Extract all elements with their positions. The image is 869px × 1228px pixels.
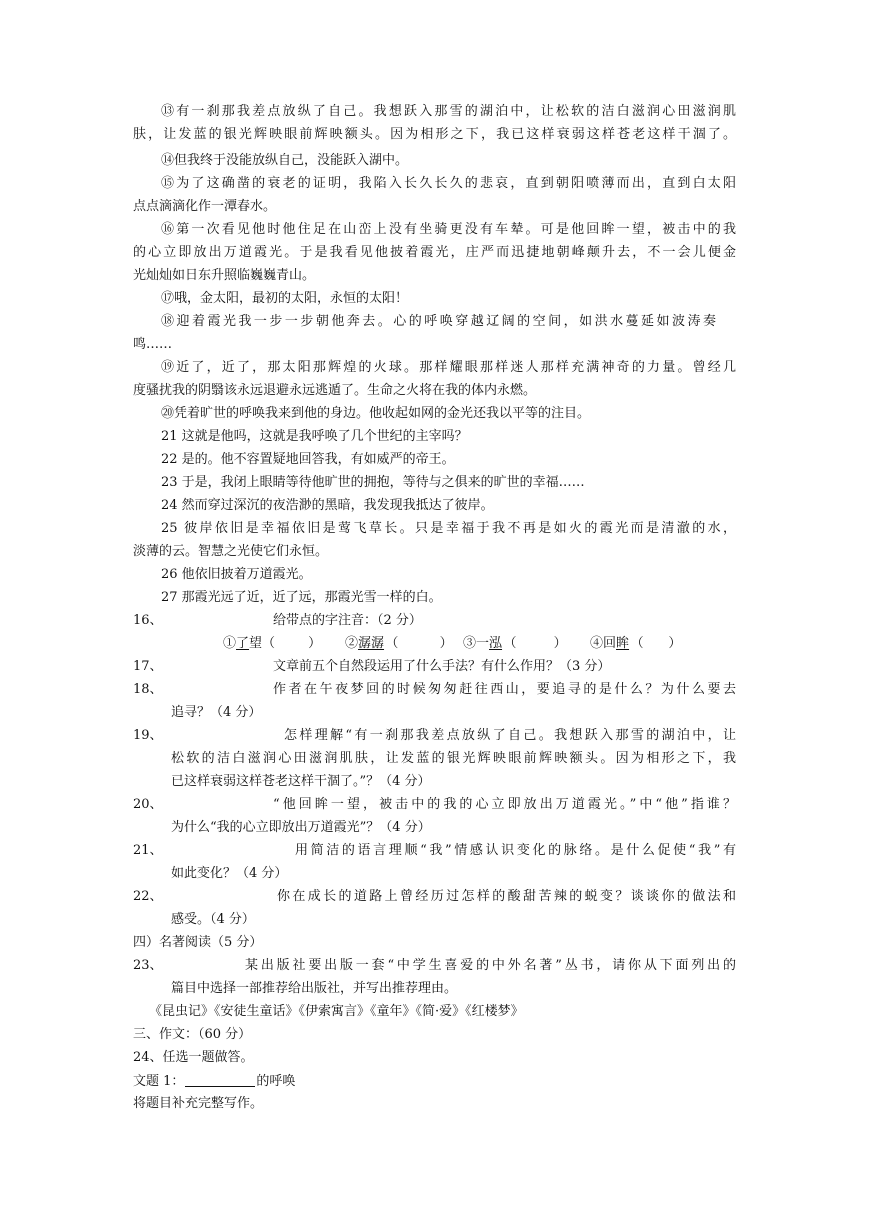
section-3-heading: 三、作文：（60 分） — [133, 1027, 252, 1042]
topic-prefix: 文题 1： — [133, 1074, 185, 1089]
question-20-line-1: “他回眸一望，被击中的我的心立即放出万道霞光。”中“他”指谁？ — [273, 797, 736, 812]
question-17-number: 17、 — [133, 659, 163, 674]
question-22-number: 22、 — [133, 889, 163, 904]
book-list: 《昆虫记》《安徒生童话》《伊索寓言》《童年》《简·爱》《红楼梦》 — [149, 1004, 524, 1019]
paragraph-23: 23 于是，我闭上眼睛等待他旷世的拥抱，等待与之俱来的旷世的幸福…… — [161, 475, 585, 490]
paragraph-13-line-2: 肤，让发蓝的银光辉映眼前辉映额头。因为相形之下，我已这样衰弱这样苍老这样干涸了。 — [133, 127, 736, 142]
q16-option-4 — [590, 635, 683, 653]
question-23-line-2: 篇目中选择一部推荐给出版社，并写出推荐理由。 — [171, 981, 458, 996]
paragraph-14: ⑭但我终于没能放纵自己，没能跃入湖中。 — [161, 153, 409, 168]
question-21-line-2: 如此变化？（4 分） — [171, 866, 288, 881]
answer-blank[interactable]: （ ） — [630, 636, 682, 651]
paragraph-27: 27 那霞光远了近，近了远，那霞光雪一样的白。 — [161, 590, 442, 605]
paragraph-16-line-2: 的心立即放出万道霞光。于是我看见他披着霞光，庄严而迅捷地朝峰颠升去，不一会儿便金 — [133, 245, 736, 260]
paragraph-16-line-3: 光灿灿如日东升照临巍巍青山。 — [133, 268, 316, 283]
q16-option-3 — [463, 635, 568, 653]
paragraph-18-line-1: ⑱迎着霞光我一步一步朝他奔去。心的呼唤穿越辽阔的空间，如洪水蔓延如波涛奏 — [161, 314, 716, 329]
topic-blank[interactable] — [185, 1072, 255, 1087]
question-16-number: 16、 — [133, 613, 163, 628]
word-prefix: 回 — [603, 636, 617, 651]
question-18-line-2: 追寻？（4 分） — [171, 705, 262, 720]
question-23-number: 23、 — [133, 958, 163, 973]
question-18-line-1: 作者在午夜梦回的时候匆匆赶往西山，要追寻的是什么？为什么要去 — [273, 682, 736, 697]
essay-topic-1 — [133, 1072, 295, 1090]
answer-blank[interactable]: （ ） — [385, 636, 453, 651]
question-22-line-1: 你在成长的道路上曾经历过怎样的酸甜苦辣的蜕变？谈谈你的做法和 — [277, 889, 736, 904]
option-mark: ③ — [463, 636, 477, 651]
dotted-character: 泓 — [489, 636, 503, 651]
section-4-heading: 四）名著阅读（5 分） — [133, 935, 263, 950]
paragraph-25-line-2: 淡薄的云。智慧之光使它们永恒。 — [133, 544, 329, 559]
answer-blank[interactable]: （ ） — [503, 636, 567, 651]
word-suffix: 望 — [249, 636, 263, 651]
question-19-line-1: 怎样理解“有一刹那我差点放纵了自己。我想跃入那雪的湖泊中，让 — [284, 728, 736, 743]
paragraph-13-line-1: ⑬有一刹那我差点放纵了自己。我想跃入那雪的湖泊中，让松软的洁白滋润心田滋润肌 — [161, 104, 736, 119]
question-18-number: 18、 — [133, 682, 163, 697]
question-22-line-2: 感受。（4 分） — [171, 912, 255, 927]
word-prefix: 一 — [476, 636, 490, 651]
question-21-number: 21、 — [133, 843, 163, 858]
question-20-number: 20、 — [133, 797, 163, 812]
question-16-text: 给带点的字注音：（2 分） — [273, 613, 422, 628]
paragraph-16-line-1: ⑯第一次看见他时他住足在山峦上没有坐骑更没有车辇。可是他回眸一望，被击中的我 — [161, 222, 736, 237]
question-19-number: 19、 — [133, 728, 163, 743]
paragraph-15-line-2: 点点滴滴化作一潭春水。 — [133, 199, 277, 214]
dotted-character: 了 — [236, 636, 250, 651]
paragraph-19-line-1: ⑲近了，近了，那太阳那辉煌的火球。那样耀眼那样迷人那样充满神奇的力量。曾经几 — [161, 360, 736, 375]
paragraph-20: ⑳凭着旷世的呼唤我来到他的身边。他收起如网的金光还我以平等的注目。 — [161, 406, 591, 421]
paragraph-22: 22 是的。他不容置疑地回答我，有如威严的帝王。 — [161, 452, 455, 467]
dotted-character: 潺潺 — [358, 636, 385, 651]
question-19-line-3: 已这样衰弱这样苍老这样干涸了。”？（4 分） — [171, 774, 431, 789]
paragraph-15-line-1: ⑮为了这确凿的衰老的证明，我陷入长久长久的悲哀，直到朝阳喷薄而出，直到白太阳 — [161, 176, 736, 191]
option-mark: ② — [345, 636, 359, 651]
paragraph-19-line-2: 度骚扰我的阴翳该永远退避永远逃遁了。生命之火将在我的体内永燃。 — [133, 383, 537, 398]
answer-blank[interactable]: （ ） — [262, 636, 322, 651]
dotted-character: 眸 — [616, 636, 630, 651]
question-17-text: 文章前五个自然段运用了什么手法？有什么作用？（3 分） — [273, 659, 611, 674]
option-mark: ① — [223, 636, 237, 651]
option-mark: ④ — [590, 636, 604, 651]
question-23-line-1: 某出版社要出版一套“中学生喜爱的中外名著”丛书，请你从下面列出的 — [245, 958, 736, 973]
paragraph-18-line-2: 鸣…… — [133, 337, 173, 352]
paragraph-21: 21 这就是他吗，这就是我呼唤了几个世纪的主宰吗？ — [161, 429, 468, 444]
question-19-line-2: 松软的洁白滋润心田滋润肌肤，让发蓝的银光辉映眼前辉映额头。因为相形之下，我 — [171, 751, 736, 766]
paragraph-26: 26 他依旧披着万道霞光。 — [161, 567, 312, 582]
essay-instruction: 将题目补充完整写作。 — [133, 1096, 264, 1111]
paragraph-24: 24 然而穿过深沉的夜浩渺的黑暗，我发现我抵达了彼岸。 — [161, 498, 494, 513]
question-21-line-1: 用简洁的语言理顺“我”情感认识变化的脉络。是什么促使“我”有 — [295, 843, 736, 858]
q16-option-1 — [223, 635, 322, 653]
paragraph-25-line-1: 25 彼岸依旧是幸福依旧是莺飞草长。只是幸福于我不再是如火的霞光而是清澈的水， — [161, 521, 736, 536]
topic-suffix: 的呼唤 — [256, 1074, 296, 1089]
question-20-line-2: 为什么“我的心立即放出万道霞光”？（4 分） — [171, 820, 431, 835]
q16-option-2 — [345, 635, 454, 653]
paragraph-17: ⑰哦，金太阳，最初的太阳，永恒的太阳！ — [161, 291, 409, 306]
question-24: 24、任选一题做答。 — [133, 1050, 254, 1065]
